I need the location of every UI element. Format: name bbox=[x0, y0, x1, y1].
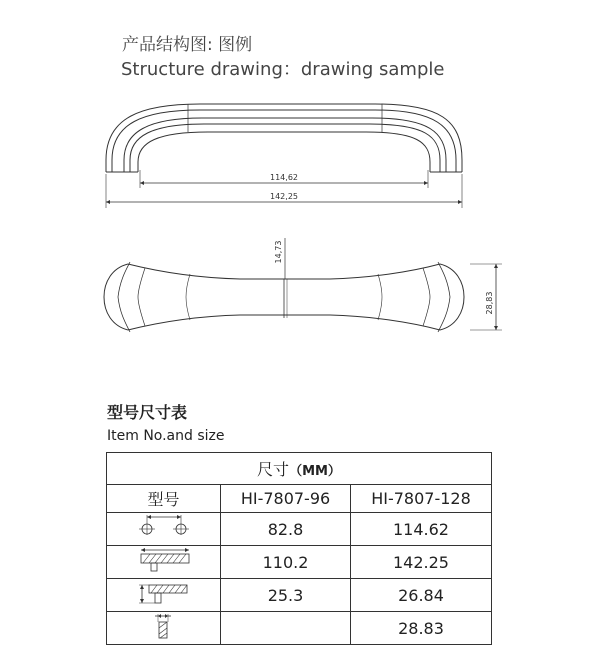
cell-value: 110.2 bbox=[221, 546, 351, 579]
cell-value bbox=[221, 612, 351, 645]
table-row bbox=[107, 612, 492, 645]
hole-spacing-icon bbox=[129, 513, 199, 541]
handle-side-view bbox=[106, 104, 462, 172]
table-row bbox=[107, 546, 492, 579]
table-row bbox=[107, 513, 492, 546]
width-icon bbox=[129, 612, 199, 640]
dim-label-overall: 142,25 bbox=[270, 192, 298, 201]
size-table bbox=[106, 452, 492, 645]
column-header-128: HI-7807-128 bbox=[351, 485, 492, 513]
size-header-label: 尺寸 bbox=[257, 460, 290, 479]
size-header-unit: （MM） bbox=[289, 464, 341, 479]
cell-value: 26.84 bbox=[351, 579, 492, 612]
cell-value: 28.83 bbox=[351, 612, 492, 645]
overall-length-icon bbox=[129, 546, 199, 574]
model-label: 型号 bbox=[107, 485, 221, 513]
height-icon bbox=[129, 579, 199, 607]
cell-value: 25.3 bbox=[221, 579, 351, 612]
dimension-thickness bbox=[274, 238, 285, 279]
dimension-height bbox=[470, 264, 502, 330]
table-row bbox=[107, 579, 492, 612]
title-chinese: 产品结构图: 图例 bbox=[122, 35, 253, 55]
cell-value: 114.62 bbox=[351, 513, 492, 546]
dim-label-height: 28,83 bbox=[485, 291, 494, 315]
size-header bbox=[107, 453, 492, 485]
dim-label-thickness: 14,73 bbox=[274, 240, 283, 264]
dimension-inner-length bbox=[140, 170, 428, 188]
cell-value: 82.8 bbox=[221, 513, 351, 546]
title-english: Structure drawing：drawing sample bbox=[121, 59, 445, 80]
cell-value: 142.25 bbox=[351, 546, 492, 579]
size-table-heading-en: Item No.and size bbox=[107, 428, 225, 444]
handle-top-view bbox=[104, 262, 464, 332]
column-header-96: HI-7807-96 bbox=[221, 485, 351, 513]
dim-label-inner: 114,62 bbox=[270, 173, 298, 182]
size-table-heading-cn: 型号尺寸表 bbox=[107, 403, 188, 422]
